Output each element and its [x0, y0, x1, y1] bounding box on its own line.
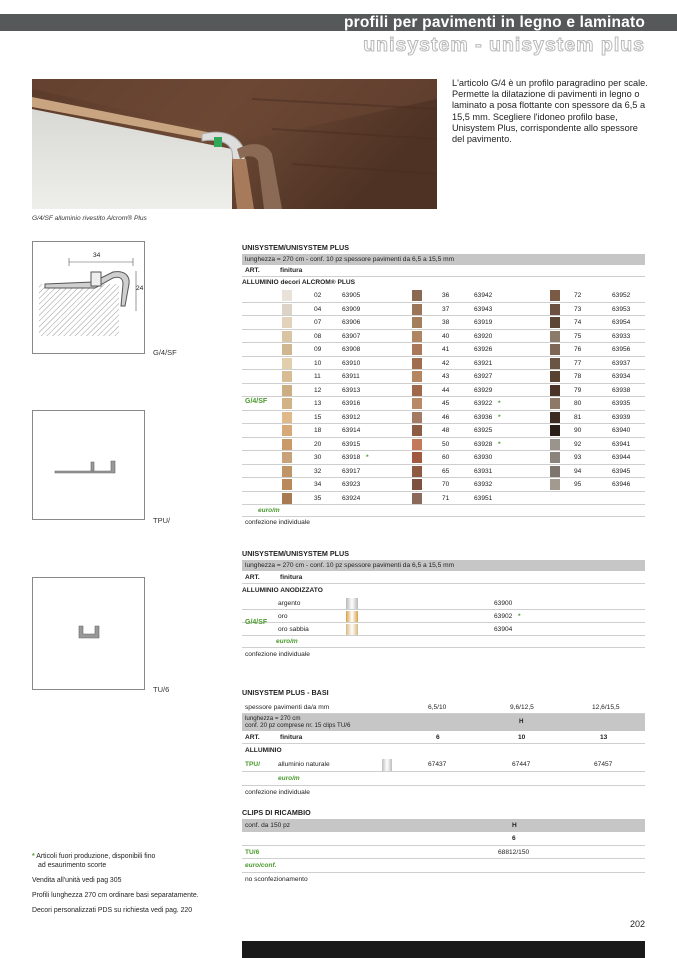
- decor-swatch: [282, 439, 292, 450]
- h-value-row: [242, 832, 645, 846]
- decor-number: 44: [442, 386, 450, 394]
- footnote-line1b: ad esaurimento scorte: [38, 861, 107, 869]
- spec-band: lunghezza = 270 cm - conf. 10 pz spessore pavimenti da 6,5 a 15,5 mm: [242, 560, 645, 571]
- alcrom-row: [242, 316, 645, 330]
- decor-swatch: [282, 493, 292, 504]
- art-code-tu6: TU/6: [245, 849, 260, 856]
- spessori-row: [242, 701, 645, 714]
- decor-number: 79: [574, 386, 582, 394]
- code-3: 67457: [594, 761, 613, 768]
- decor-number: 70: [442, 481, 450, 488]
- footnote-discontinued: [32, 853, 155, 870]
- decor-code: 63911: [342, 373, 360, 380]
- decor-swatch: [412, 304, 422, 315]
- decor-swatch: [550, 331, 560, 342]
- decor-swatch: [550, 385, 560, 396]
- decor-number: 42: [442, 359, 450, 367]
- decor-code: 63931: [474, 467, 493, 475]
- alcrom-row: [242, 465, 645, 479]
- footnote-line1a: Articoli fuori produzione, disponibili fino: [36, 853, 156, 860]
- alcrom-row: [242, 424, 645, 438]
- decor-swatch: [550, 304, 560, 315]
- decor-swatch: [550, 412, 560, 423]
- header-row: [242, 265, 645, 277]
- discontinued-star: *: [498, 440, 501, 448]
- finish-code: 63900: [494, 600, 513, 607]
- decor-code: 63906: [342, 319, 361, 326]
- decor-code: 63933: [612, 332, 631, 340]
- decor-code: 63920: [474, 332, 493, 340]
- decor-code: 63936: [474, 413, 493, 421]
- decor-swatch: [550, 452, 560, 463]
- alcrom-row: [242, 303, 645, 317]
- decor-code: 63942: [474, 292, 493, 299]
- alcrom-row: [242, 330, 645, 344]
- decor-swatch: [282, 425, 292, 436]
- header-row: [242, 731, 645, 744]
- intro-text: L'articolo G/4 è un profilo paragradino per scale. Permette la dilatazione di pavimenti in legno o laminato a posa flottante con spessore da 6,5 a 15,5 mm. Scegliere l'idoneo profilo base, Unisystem Plus, corrispondente allo spessore del pavimento.: [452, 78, 648, 145]
- decor-code: 63925: [474, 427, 493, 434]
- decor-swatch: [412, 317, 422, 328]
- decor-number: 43: [442, 373, 450, 380]
- decor-number: 90: [574, 427, 582, 434]
- decor-number: 34: [314, 481, 322, 488]
- drawing-label-g4sf: G/4/SF: [153, 348, 177, 357]
- decor-swatch: [412, 398, 422, 409]
- decor-number: 40: [442, 332, 450, 340]
- decor-code: 63952: [612, 292, 631, 299]
- alcrom-row: [242, 478, 645, 492]
- spec-band: [242, 819, 645, 832]
- alcrom-row: [242, 397, 645, 411]
- finish-code: 63904: [494, 626, 513, 633]
- decor-swatch: [282, 452, 292, 463]
- page-number: 202: [629, 919, 645, 929]
- decor-code: 63905: [342, 292, 361, 299]
- decor-code: 63939: [612, 413, 631, 421]
- finish-swatch: [346, 624, 358, 635]
- decor-number: 09: [314, 346, 322, 353]
- finish-swatch: [346, 611, 358, 622]
- decor-swatch: [282, 412, 292, 423]
- decor-code: 63910: [342, 359, 361, 367]
- h-label: H: [519, 718, 524, 725]
- alcrom-row: [242, 289, 645, 303]
- decor-swatch: [282, 371, 292, 382]
- decor-code: 63954: [612, 319, 631, 326]
- art-code-g4sf: G/4/SF: [245, 398, 268, 405]
- alcrom-grid: [242, 289, 645, 505]
- drawing-label-tpu: TPU/: [153, 516, 171, 525]
- decor-number: 76: [574, 346, 582, 353]
- decor-number: 78: [574, 373, 582, 380]
- code-2: 67447: [512, 761, 531, 768]
- art-header: ART.: [245, 267, 260, 274]
- discontinued-star: *: [498, 400, 501, 407]
- spec-band: lunghezza = 270 cm - conf. 10 pz spessore pavimenti da 6,5 a 15,5 mm: [242, 254, 645, 265]
- alcrom-row: [242, 492, 645, 506]
- art-header: ART.: [245, 734, 260, 741]
- alcrom-row: [242, 343, 645, 357]
- decor-number: 07: [314, 319, 322, 326]
- h-value-3: 13: [600, 734, 608, 741]
- decor-swatch: [282, 479, 292, 490]
- decor-code: 63924: [342, 494, 361, 502]
- alcrom-row: [242, 438, 645, 452]
- decor-swatch: [550, 344, 560, 355]
- decor-code: 63917: [342, 467, 361, 475]
- alcrom-row: [242, 411, 645, 425]
- decor-number: 38: [442, 319, 450, 326]
- decor-number: 93: [574, 454, 582, 461]
- decor-swatch: [550, 425, 560, 436]
- discontinued-star: *: [498, 413, 501, 421]
- decor-number: 73: [574, 305, 582, 313]
- decor-code: 63945: [612, 467, 631, 475]
- decor-code: 63907: [342, 332, 361, 340]
- finitura-header: finitura: [280, 267, 303, 274]
- decor-code: 63932: [474, 481, 493, 488]
- decor-code: 63908: [342, 346, 361, 353]
- footnote-length: Profili lunghezza 270 cm ordinare basi separatamente.: [32, 892, 199, 899]
- decor-code: 63912: [342, 413, 361, 421]
- art-code-g4sf-anod: G/4/SF: [245, 619, 268, 626]
- decor-number: 13: [314, 400, 322, 407]
- section-clips: [242, 807, 645, 885]
- decor-code: 63918: [342, 454, 361, 461]
- anodizzato-row: [242, 623, 645, 636]
- euro-label: euro/m: [258, 507, 280, 514]
- discontinued-star: *: [366, 454, 369, 461]
- euro-label: euro/conf.: [245, 862, 277, 869]
- section-title: UNISYSTEM/UNISYSTEM PLUS: [242, 549, 350, 558]
- euro-label: euro/m: [278, 775, 300, 782]
- decor-swatch: [282, 331, 292, 342]
- decor-swatch: [282, 317, 292, 328]
- decor-code: 63914: [342, 427, 361, 434]
- product-photo: [32, 79, 437, 209]
- decor-swatch: [412, 439, 422, 450]
- confezione-label: no sconfezionamento: [242, 872, 645, 885]
- clips-code: 68812/150: [498, 849, 530, 856]
- h-value: 6: [512, 835, 516, 842]
- art-code-tpu: TPU/: [245, 761, 261, 768]
- decor-code: 63946: [612, 481, 631, 488]
- decor-swatch: [412, 331, 422, 342]
- decor-swatch: [550, 398, 560, 409]
- decor-code: 63919: [474, 319, 493, 326]
- drawing-label-tu6: TU/6: [153, 685, 170, 694]
- section-title: CLIPS DI RICAMBIO: [242, 808, 311, 817]
- footnote-sale-unit: Vendita all'unità vedi pag 305: [32, 877, 122, 884]
- decor-code: 63915: [342, 440, 361, 448]
- finish-name: alluminio naturale: [278, 761, 330, 768]
- decor-number: 02: [314, 292, 322, 299]
- decor-number: 95: [574, 481, 582, 488]
- decor-code: 63938: [612, 386, 631, 394]
- decor-swatch: [282, 290, 292, 301]
- decor-number: 46: [442, 413, 450, 421]
- decor-number: 37: [442, 305, 450, 313]
- decor-number: 77: [574, 359, 582, 367]
- decor-number: 20: [314, 440, 322, 448]
- decor-number: 48: [442, 427, 450, 434]
- spessori-label: spessore pavimenti da/a mm: [245, 704, 330, 711]
- group-title: ALLUMINIO ANODIZZATO: [242, 587, 323, 594]
- decor-code: 63921: [474, 359, 493, 367]
- decor-code: 63944: [612, 454, 631, 461]
- decor-swatch: [550, 358, 560, 369]
- decor-code: 63922: [474, 400, 493, 407]
- decor-code: 63926: [474, 346, 493, 353]
- decor-swatch: [412, 344, 422, 355]
- section-basi: [242, 687, 645, 799]
- decor-code: 63916: [342, 400, 361, 407]
- star-marker: *: [32, 853, 35, 860]
- spessore-1: 6,5/10: [428, 704, 447, 711]
- decor-swatch: [282, 304, 292, 315]
- decor-code: 63953: [612, 305, 631, 313]
- code-1: 67437: [428, 761, 447, 768]
- anodizzato-rows: [242, 597, 645, 636]
- confezione-label: confezione individuale: [242, 516, 645, 528]
- decor-code: 63951: [474, 494, 493, 502]
- page-title: profili per pavimenti in legno e laminato: [343, 14, 645, 31]
- decor-swatch: [550, 439, 560, 450]
- decor-number: 15: [314, 413, 322, 421]
- decor-number: 74: [574, 319, 582, 326]
- decor-swatch: [412, 385, 422, 396]
- decor-number: 30: [314, 454, 322, 461]
- alcrom-row: [242, 384, 645, 398]
- decor-swatch: [282, 398, 292, 409]
- art-header: ART.: [245, 574, 260, 581]
- alcrom-row: [242, 357, 645, 371]
- decor-code: 63940: [612, 427, 631, 434]
- finish-swatch: [346, 598, 358, 609]
- alcrom-row: [242, 370, 645, 384]
- decor-swatch: [412, 371, 422, 382]
- page-subtitle: unisystem - unisystem plus: [363, 34, 645, 56]
- header-row: [242, 571, 645, 584]
- decor-number: 50: [442, 440, 450, 448]
- decor-number: 72: [574, 292, 582, 299]
- decor-swatch: [550, 371, 560, 382]
- finish-swatch: [382, 759, 392, 771]
- finish-name: argento: [278, 600, 301, 607]
- finitura-header: finitura: [280, 734, 303, 741]
- profile-drawing-tu6: [32, 577, 145, 690]
- decor-number: 75: [574, 332, 582, 340]
- group-title: ALLUMINIO: [245, 747, 282, 754]
- decor-swatch: [412, 290, 422, 301]
- decor-number: 94: [574, 467, 582, 475]
- band-text: conf. da 150 pz: [245, 822, 291, 829]
- decor-code: 63934: [612, 373, 631, 380]
- h-value-2: 10: [518, 734, 526, 741]
- decor-swatch: [412, 466, 422, 477]
- decor-code: 63923: [342, 481, 361, 488]
- section-anodizzato: [242, 548, 645, 661]
- section-alcrom: [242, 242, 645, 528]
- decor-number: 71: [442, 494, 450, 502]
- decor-number: 35: [314, 494, 322, 502]
- decor-swatch: [412, 358, 422, 369]
- decor-number: 11: [314, 373, 321, 380]
- decor-number: 10: [314, 359, 322, 367]
- confezione-label: confezione individuale: [242, 647, 645, 661]
- band-line-1: lunghezza = 270 cm: [245, 715, 301, 722]
- decor-code: 63941: [612, 440, 631, 448]
- decor-swatch: [282, 358, 292, 369]
- decor-number: 18: [314, 427, 322, 434]
- dim-height-label: 24: [136, 285, 144, 292]
- decor-number: 81: [574, 413, 582, 421]
- decor-code: 63935: [612, 400, 631, 407]
- decor-swatch: [282, 466, 292, 477]
- decor-code: 63928: [474, 440, 493, 448]
- decor-code: 63930: [474, 454, 493, 461]
- decor-swatch: [412, 479, 422, 490]
- h-label: H: [512, 822, 517, 829]
- group-title: ALLUMINIO decori ALCROM® PLUS: [242, 279, 356, 286]
- decor-swatch: [550, 317, 560, 328]
- decor-swatch: [282, 344, 292, 355]
- section-title: UNISYSTEM/UNISYSTEM PLUS: [242, 243, 350, 252]
- decor-swatch: [412, 452, 422, 463]
- decor-code: 63913: [342, 386, 361, 394]
- decor-number: 65: [442, 467, 450, 475]
- finish-name: oro sabbia: [278, 626, 309, 633]
- discontinued-star: *: [518, 613, 521, 620]
- decor-number: 41: [442, 346, 450, 353]
- decor-swatch: [412, 493, 422, 504]
- anodizzato-row: [242, 597, 645, 610]
- decor-swatch: [412, 425, 422, 436]
- clips-row: [242, 846, 645, 859]
- profile-drawing-g4sf: [32, 241, 145, 354]
- finitura-header: finitura: [280, 574, 303, 581]
- decor-number: 08: [314, 332, 322, 340]
- spessore-2: 9,6/12,5: [510, 704, 534, 711]
- photo-caption: G/4/SF alluminio rivestito Alcrom® Plus: [32, 215, 147, 222]
- decor-swatch: [282, 385, 292, 396]
- profile-drawing-tpu: [32, 410, 145, 520]
- decor-code: 63943: [474, 305, 493, 313]
- spessore-3: 12,6/15,5: [592, 704, 620, 711]
- bottom-bar: [242, 941, 645, 958]
- spec-band: [242, 714, 645, 731]
- decor-number: 80: [574, 400, 582, 407]
- decor-number: 92: [574, 440, 582, 448]
- decor-swatch: [550, 479, 560, 490]
- decor-code: 63909: [342, 305, 361, 313]
- finish-name: oro: [278, 613, 288, 620]
- decor-code: 63937: [612, 359, 631, 367]
- decor-code: 63927: [474, 373, 493, 380]
- finish-code: 63902: [494, 613, 513, 620]
- decor-number: 60: [442, 454, 450, 461]
- decor-swatch: [412, 412, 422, 423]
- alcrom-row: [242, 451, 645, 465]
- anodizzato-row: [242, 610, 645, 623]
- confezione-label: confezione individuale: [242, 785, 645, 799]
- section-title: UNISYSTEM PLUS - BASI: [242, 688, 329, 697]
- decor-swatch: [550, 290, 560, 301]
- h-value-1: 6: [436, 734, 440, 741]
- decor-code: 63929: [474, 386, 493, 394]
- basi-row: [242, 758, 645, 772]
- decor-number: 45: [442, 400, 450, 407]
- decor-code: 63956: [612, 346, 631, 353]
- band-line-2: conf. 20 pz comprese nr. 15 clips TU/6: [245, 722, 351, 729]
- decor-number: 04: [314, 305, 322, 313]
- decor-number: 36: [442, 292, 450, 299]
- decor-number: 32: [314, 467, 322, 475]
- euro-label: euro/m: [276, 638, 298, 645]
- decor-swatch: [550, 466, 560, 477]
- decor-number: 12: [314, 386, 322, 394]
- dim-width-label: 34: [93, 252, 101, 259]
- footnote-custom: Decori personalizzati PDS su richiesta vedi pag. 220: [32, 907, 193, 914]
